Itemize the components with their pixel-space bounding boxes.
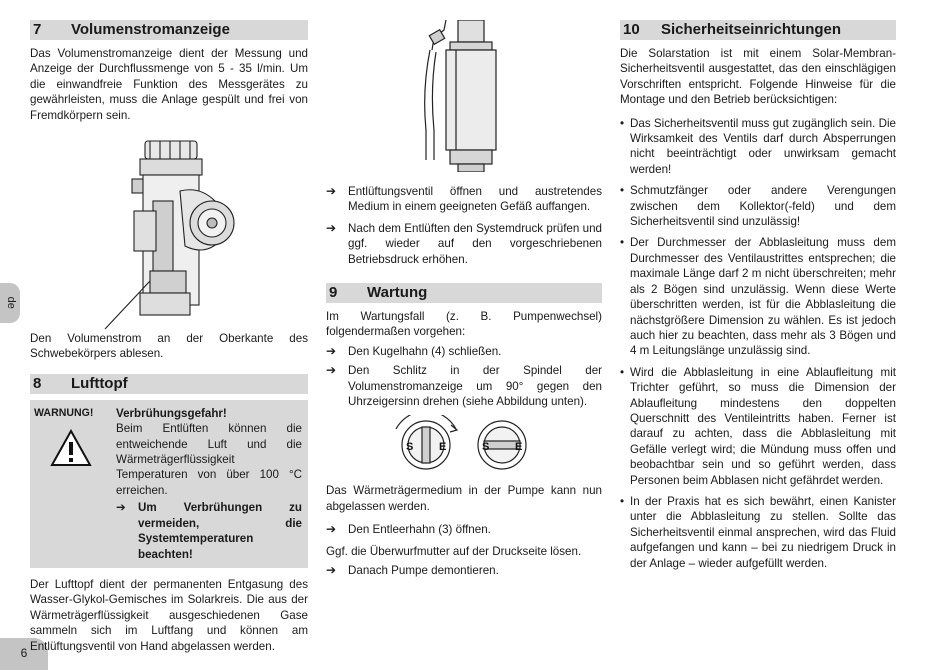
bullet-icon: • — [620, 184, 625, 198]
air-separator-illustration — [326, 20, 602, 172]
arrow-icon: ➔ — [326, 220, 337, 235]
section-9-intro: Im Wartungsfall (z. B. Pumpenwechsel) folgendermaßen vorgehen: — [326, 310, 602, 339]
warning-text: Beim Entlüften können die entweichende Luft und die Wärmeträgerflüssigkeit Temperaturen von über 100 °C erreichen. — [116, 422, 302, 497]
section-9-heading: 9 Wartung — [326, 283, 602, 303]
maintenance-step-4: ➔ Danach Pumpe demontieren. — [326, 563, 499, 578]
arrow-icon: ➔ — [116, 501, 126, 515]
section-9-nut-note: Ggf. die Überwurfmutter auf der Druckseite lösen. — [326, 544, 582, 558]
column-2 — [326, 20, 602, 585]
list-item: • Wird die Abblasleitung in eine Ablaufleitung mit Trichter geführt, so muss die Dimension der Ablaufleitung mindestens den doppelten Querschnitt des Ventileintritts haben. Ferner ist darauf zu achten, dass die Abblasleitung mit Gefälle verlegt wird; die Mündung muss offen und beobachtbar sein und so geführt werden, dass Personen beim Abblasen nicht gefährdet werden. — [620, 365, 896, 487]
bullet-icon: • — [620, 365, 625, 379]
warning-box — [30, 400, 308, 568]
arrow-icon: ➔ — [326, 184, 337, 198]
section-10-heading: 10 Sicherheitseinrichtungen — [620, 20, 896, 40]
section-8-heading: 8 Lufttopf — [30, 374, 308, 394]
list-item: • Schmutzfänger oder andere Verengungen zwischen dem Kollektor(-feld) und dem Sicherheitsventil sind unzulässig! — [620, 184, 896, 229]
maintenance-step-2: ➔ Den Schlitz in der Spindel der Volumenstromanzeige um 90° gegen den Uhrzeigersinn drehen (siehe Abbildung unten). — [326, 363, 602, 409]
bullet-icon: • — [620, 116, 625, 130]
venting-steps — [326, 184, 602, 267]
flowmeter-illustration — [30, 131, 308, 331]
safety-bullet-list — [620, 116, 896, 571]
page-number: 6 — [0, 638, 48, 670]
list-item: • Das Sicherheitsventil muss gut zugänglich sein. Die Wirksamkeit des Ventils darf durch Absperrungen nicht beeinträchtigt oder unwirksam gemacht werden! — [620, 116, 896, 176]
list-item: • In der Praxis hat es sich bewährt, einen Kanister unter die Abblasleitung zu stellen. Sollte das Sicherheitsventil einmal ansprechen, wird das Fluid aufgefangen und kann – bei zu niedrigem Druck in der Anlage – wieder aufgefüllt werden. — [620, 494, 896, 570]
venting-step-1: ➔ Entlüftungsventil öffnen und austretendes Medium in einem geeigneten Gefäß auffangen. — [326, 184, 602, 214]
arrow-icon: ➔ — [326, 522, 337, 537]
section-7-paragraph: Das Volumenstromanzeige dient der Messung und Anzeige der Durchflussmenge von 5 - 35 l/min. Um die einwandfreie Funktion des Messgerätes zu gewährleisten, muss die Anlage gespült und frei von Fremdkörpern sein. — [30, 47, 308, 122]
warning-label: WARNUNG! — [34, 406, 94, 419]
maintenance-step-1: ➔ Den Kugelhahn (4) schließen. — [326, 343, 502, 358]
bullet-icon: • — [620, 494, 625, 508]
arrow-icon: ➔ — [326, 563, 337, 578]
dial-1-e-label: E — [439, 441, 447, 454]
spindle-dial-illustration — [326, 415, 602, 479]
dial-2-e-label: E — [515, 441, 523, 454]
warning-action: ➔ Um Verbrühungen zu vermeiden, die Systemtemperaturen beachten! — [116, 501, 302, 561]
section-7-heading: 7 Volumenstromanzeige — [30, 20, 308, 40]
column-1 — [30, 20, 308, 662]
section-9-drain-note: Das Wärmeträgermedium in der Pumpe kann nun abgelassen werden. — [326, 484, 602, 513]
bullet-icon: • — [620, 236, 625, 250]
venting-step-2: ➔ Nach dem Entlüften den Systemdruck prüfen und ggf. wieder auf den vorgeschriebenen Betriebsdruck erhöhen. — [326, 220, 602, 266]
language-tab: de — [0, 283, 20, 323]
arrow-icon: ➔ — [326, 343, 337, 358]
dial-2-s-label: S — [482, 441, 490, 454]
arrow-icon: ➔ — [326, 363, 337, 378]
list-item: • Der Durchmesser der Abblasleitung muss dem Durchmesser des Ventilaustrittes entsprechen; die maximale Länge darf 2 m nicht überschreiten; mehr als 2 Bögen sind unzulässig. Wenn diese Werte überschritten werden, ist für die Abblasleitung die nächstgrößere Dimension zu wählen. Es ist jedoch auch hier zu beachten, dass mehr als 3 Bögen und 4 m Leitungslänge unzulässig sind. — [620, 236, 896, 358]
section-7-read-hint: Den Volumenstrom an der Oberkante des Schwebekörpers ablesen. — [30, 332, 308, 361]
section-10-intro: Die Solarstation ist mit einem Solar-Membran-Sicherheitsventil ausgestattet, das den einschlägigen Vorschriften entspricht. Folgende Hinweise für die Montage und den Betrieb berücksichtigen: — [620, 47, 896, 107]
maintenance-step-3: ➔ Den Entleerhahn (3) öffnen. — [326, 522, 491, 537]
dial-1-s-label: S — [406, 441, 414, 454]
warning-triangle-icon — [50, 429, 92, 467]
column-3 — [620, 20, 896, 577]
warning-title: Verbrühungsgefahr! — [116, 406, 227, 420]
section-8-paragraph: Der Lufttopf dient der permanenten Entgasung des Wasser-Glykol-Gemisches im Solarkreis. Die aus der Wärmeträgerflüssigkeit ausgeschiedenen Gase sammeln sich im Luftfang und können am Entlüftungsventil von Hand abgelassen werden. — [30, 577, 308, 653]
